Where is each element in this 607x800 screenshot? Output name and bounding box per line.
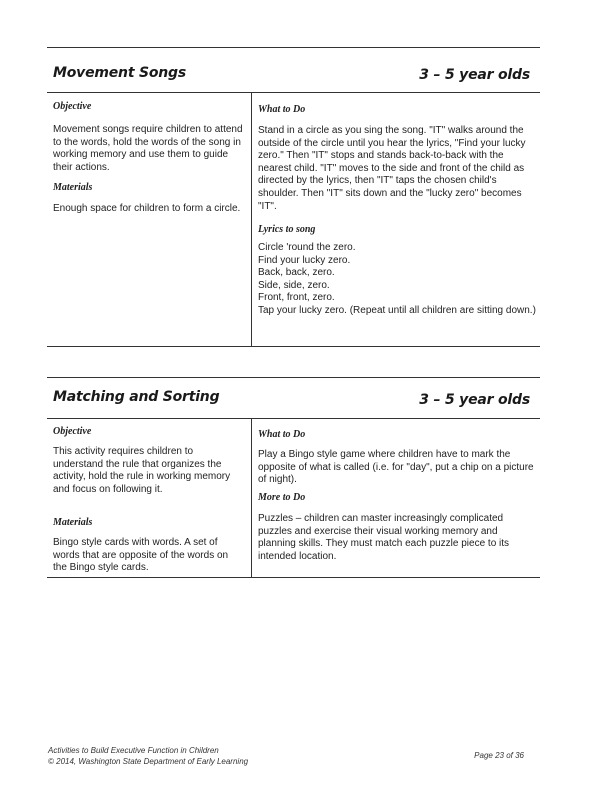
age-range: 3 – 5 year olds	[419, 392, 530, 408]
more-to-do-label: More to Do	[258, 492, 306, 503]
lyrics-list	[258, 242, 536, 318]
section-title: Movement Songs	[53, 65, 187, 81]
page-number: Page 23 of 36	[474, 751, 524, 760]
column-divider	[251, 419, 252, 577]
lyric-line: Back, back, zero.	[258, 267, 335, 279]
what-to-do-label: What to Do	[258, 429, 306, 440]
footer-title: Activities to Build Executive Function in Children	[48, 746, 219, 755]
materials-text: Enough space for children to form a circle.	[53, 203, 241, 214]
table-top-rule	[47, 418, 540, 419]
table-bottom-rule	[47, 577, 540, 578]
objective-label: Objective	[53, 426, 92, 437]
lyric-line: Find your lucky zero.	[258, 254, 351, 266]
column-divider	[251, 93, 252, 346]
what-to-do-text: Stand in a circle as you sing the song. "IT" walks around the outside of the circle until you hear the lyrics, "Find your lucky zero." Then "IT" stops and stands back-to-back with the nearest child. "IT" moves to the side and front of the child as directed by the lyrics, then "IT" taps the chosen child's shoulder. Then "IT" sits down and the "lucky zero" becomes "IT".	[258, 125, 526, 212]
materials-label: Materials	[53, 517, 93, 528]
table-bottom-rule	[47, 346, 540, 347]
section-title: Matching and Sorting	[53, 389, 220, 405]
section-top-rule	[47, 47, 540, 48]
section-top-rule	[47, 377, 540, 378]
objective-text: This activity requires children to understand the rule that organizes the activity, hold the rule in working memory and focus on following it.	[53, 446, 231, 495]
materials-label: Materials	[53, 182, 93, 193]
lyric-line: Tap your lucky zero. (Repeat until all children are sitting down.)	[258, 304, 536, 316]
lyrics-label: Lyrics to song	[258, 224, 316, 235]
lyric-line: Front, front, zero.	[258, 292, 335, 304]
footer-credit	[48, 745, 248, 767]
age-range: 3 – 5 year olds	[419, 67, 530, 83]
lyric-line: Circle 'round the zero.	[258, 242, 356, 253]
objective-text: Movement songs require children to attend to the words, hold the words of the song in working memory and use them to guide their actions.	[53, 124, 243, 173]
table-top-rule	[47, 92, 540, 93]
lyric-line: Side, side, zero.	[258, 279, 330, 291]
what-to-do-label: What to Do	[258, 104, 306, 115]
more-to-do-text: Puzzles – children can master increasingly complicated puzzles and exercise their visual working memory and planning skills. They must match each puzzle piece to its intended location.	[258, 513, 510, 562]
footer-copyright: © 2014, Washington State Department of Early Learning	[48, 757, 249, 766]
materials-text: Bingo style cards with words. A set of words that are opposite of the words on the Bingo style cards.	[53, 537, 229, 574]
objective-label: Objective	[53, 101, 92, 112]
what-to-do-text: Play a Bingo style game where children have to mark the opposite of what is called (i.e. for "day", put a chip on a picture of night).	[258, 449, 534, 486]
